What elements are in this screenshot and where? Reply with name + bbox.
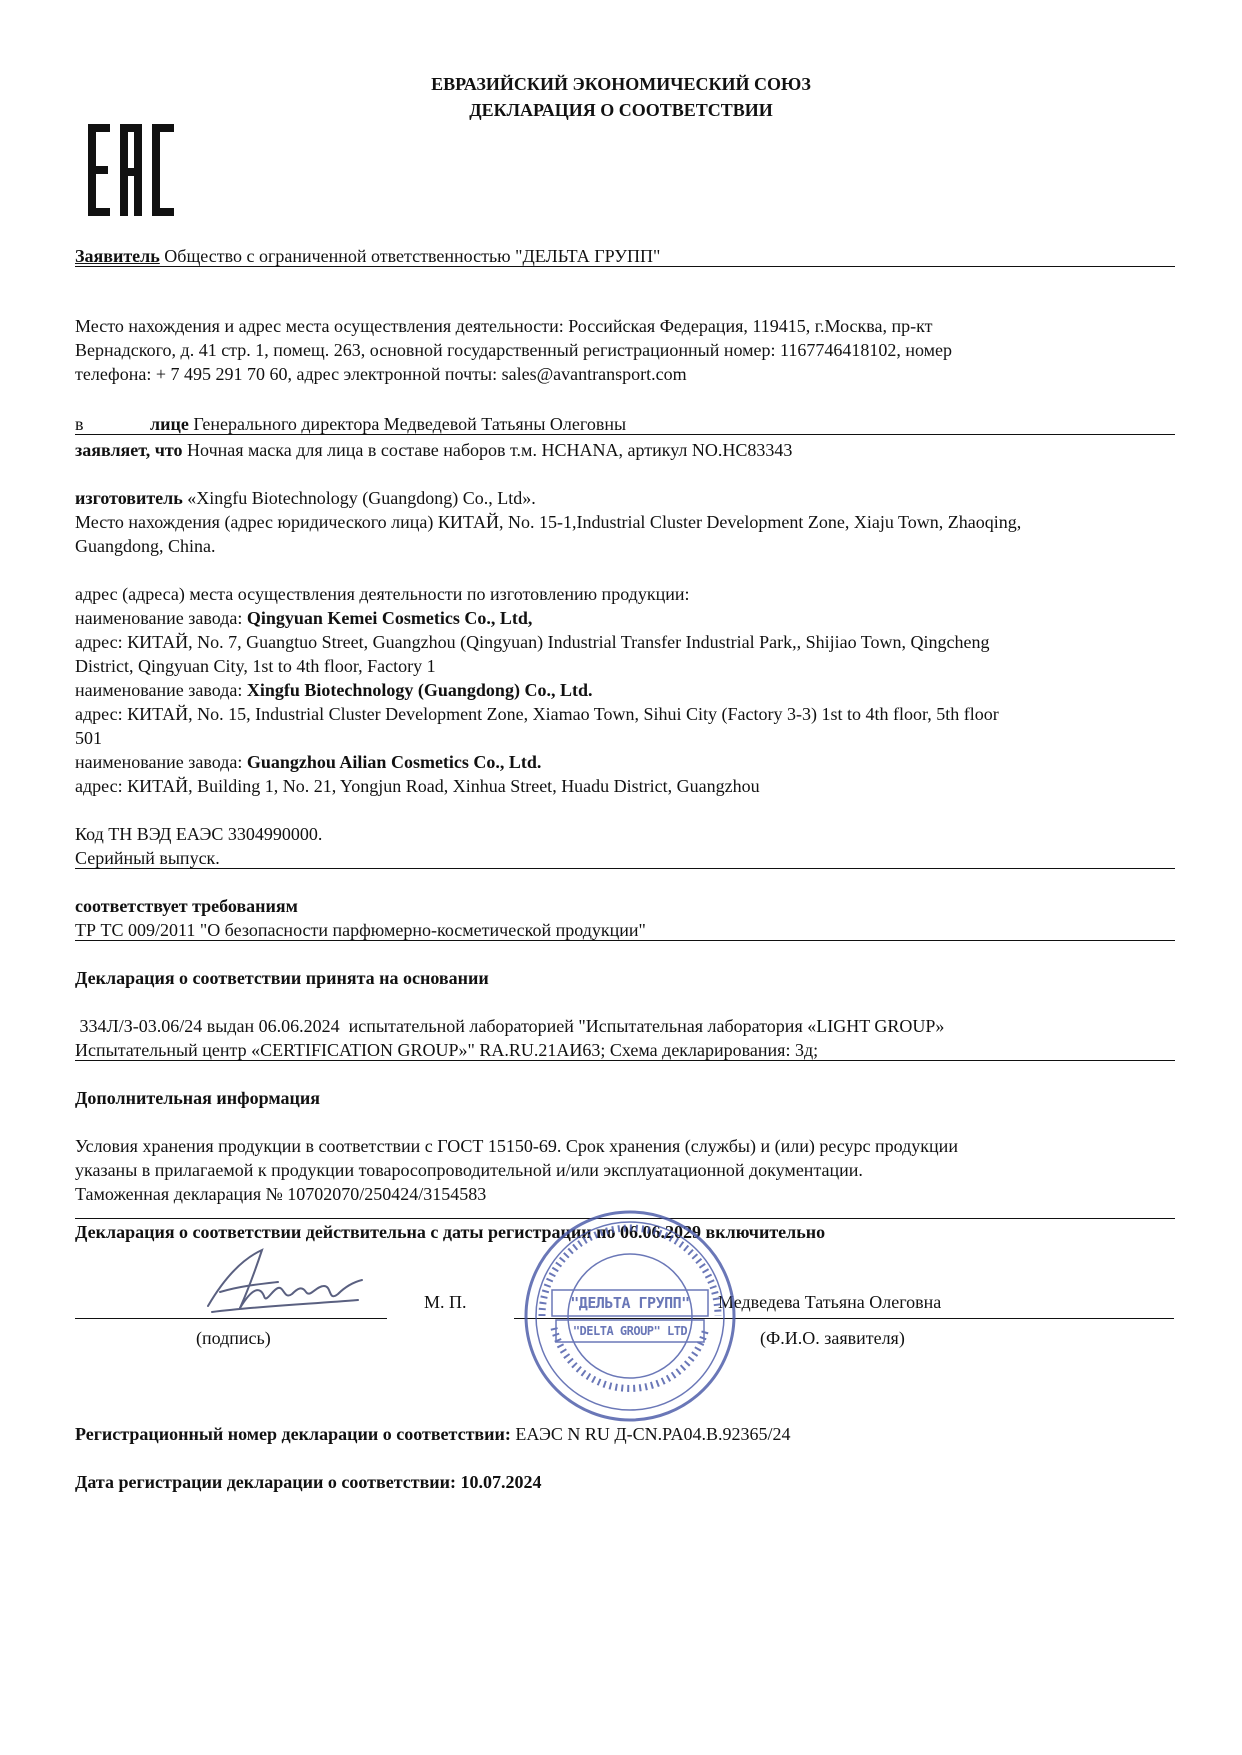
plant-label: наименование завода: (75, 752, 243, 772)
declares-line (75, 438, 1175, 462)
applicant-value: Общество с ограниченной ответственностью "ДЕЛЬТА ГРУПП" (164, 246, 661, 266)
document-title: ДЕКЛАРАЦИЯ О СООТВЕТСТВИИ (469, 100, 773, 120)
address-label: адрес: (75, 776, 123, 796)
additional-line-3: Таможенная декларация № 10702070/250424/3154583 (75, 1184, 487, 1204)
additional-label: Дополнительная информация (75, 1088, 320, 1108)
plant-2-address-text: КИТАЙ, No. 15, Industrial Cluster Development Zone, Xiamao Town, Sihui City (Factory 3-3) 1st to 4th floor, 5th floor (127, 704, 999, 724)
manufacturer-value: «Xingfu Biotechnology (Guangdong) Co., Ltd». (187, 488, 536, 508)
plant-1-address-line-2: District, Qingyuan City, 1st to 4th floor, Factory 1 (75, 656, 436, 676)
handwritten-signature (200, 1246, 370, 1318)
validity-text: Декларация о соответствии действительна с даты регистрации по 06.06.2029 включительно (75, 1222, 826, 1242)
plant-2-name: Xingfu Biotechnology (Guangdong) Co., Ltd. (246, 680, 593, 700)
manufacturer-line (75, 486, 1175, 510)
additional-line-1: Условия хранения продукции в соответствии с ГОСТ 15150-69. Срок хранения (службы) и (или) ресурс продукции (75, 1136, 958, 1156)
hs-code: Код ТН ВЭД ЕАЭС 3304990000. (75, 824, 323, 844)
signature-line (75, 1318, 387, 1319)
representative-label: лице (150, 414, 189, 434)
company-stamp (522, 1208, 738, 1424)
registration-number-label: Регистрационный номер декларации о соответствии: (75, 1424, 511, 1444)
address-label: адрес: (75, 704, 123, 724)
plant-1-name: Qingyuan Kemei Cosmetics Co., Ltd, (246, 608, 533, 628)
applicant-label: Заявитель (75, 246, 160, 266)
stamp-name-ru: "ДЕЛЬТА ГРУПП" (570, 1294, 690, 1312)
applicant-address-line-3: телефона: + 7 495 291 70 60, адрес электронной почты: sales@avantransport.com (75, 364, 687, 384)
manufacturer-address-line-1: Место нахождения (адрес юридического лица) КИТАЙ, No. 15-1,Industrial Cluster Development Zone, Xiaju Town, Zhaoqing, (75, 512, 1022, 532)
applicant-address-line-1: Место нахождения и адрес места осуществления деятельности: Российская Федерация, 119415, г.Москва, пр-кт (75, 316, 933, 336)
divider (75, 434, 1175, 435)
representative-prefix: в (75, 414, 84, 434)
signature-caption: (подпись) (196, 1328, 271, 1348)
representative-line (150, 412, 1170, 436)
union-title: ЕВРАЗИЙСКИЙ ЭКОНОМИЧЕСКИЙ СОЮЗ (431, 74, 811, 94)
divider (75, 1060, 1175, 1061)
release-type: Серийный выпуск. (75, 848, 220, 868)
registration-date-line (75, 1470, 1175, 1494)
declares-label: заявляет, что (75, 440, 183, 460)
declares-value: Ночная маска для лица в составе наборов т.м. HCHANA, артикул NO.HC83343 (187, 440, 793, 460)
registration-date-label: Дата регистрации декларации о соответствии: (75, 1472, 457, 1492)
plant-3-name: Guangzhou Ailian Cosmetics Co., Ltd. (246, 752, 542, 772)
additional-line-2: указаны в прилагаемой к продукции товаросопроводительной и/или эксплуатационной документации. (75, 1160, 863, 1180)
plant-1-address-line-1 (75, 630, 1175, 654)
basis-label: Декларация о соответствии принята на основании (75, 968, 489, 988)
divider (75, 266, 1175, 267)
registration-date-value: 10.07.2024 (460, 1472, 542, 1492)
signer-name: Медведева Татьяна Олеговна (718, 1292, 942, 1312)
applicant-line (75, 244, 1175, 268)
registration-number-line (75, 1422, 1175, 1446)
plant-1-name-line (75, 606, 1175, 630)
stamp-name-en: "DELTA GROUP" LTD (572, 1324, 688, 1338)
basis-line-1: 334Л/З-03.06/24 выдан 06.06.2024 испытательной лабораторией "Испытательная лаборатория «LIGHT GROUP» (75, 1016, 945, 1036)
plant-3-name-line (75, 750, 1175, 774)
eac-logo (88, 124, 174, 216)
plant-2-address-line-2: 501 (75, 728, 102, 748)
plant-1-address-text: КИТАЙ, No. 7, Guangtuo Street, Guangzhou (Qingyuan) Industrial Transfer Industrial Park,, Shijiao Town, Qingcheng (127, 632, 990, 652)
plant-3-address-text: КИТАЙ, Building 1, No. 21, Yongjun Road, Xinhua Street, Huadu District, Guangzhou (127, 776, 760, 796)
basis-line-2: Испытательный центр «CERTIFICATION GROUP»" RA.RU.21АИ63; Схема декларирования: 3д; (75, 1040, 819, 1060)
name-caption: (Ф.И.О. заявителя) (760, 1328, 905, 1348)
requirements-value: ТР ТС 009/2011 "О безопасности парфюмерно-косметической продукции" (75, 920, 646, 940)
plant-2-address-line-1 (75, 702, 1175, 726)
plant-2-name-line (75, 678, 1175, 702)
manufacturer-label: изготовитель (75, 488, 183, 508)
manufacturer-address-line-2: Guangdong, China. (75, 536, 216, 556)
registration-number-value: ЕАЭС N RU Д-CN.PA04.B.92365/24 (515, 1424, 791, 1444)
applicant-address-line-2: Вернадского, д. 41 стр. 1, помещ. 263, основной государственный регистрационный номер: 1167746418102, номер (75, 340, 953, 360)
production-intro: адрес (адреса) места осуществления деятельности по изготовлению продукции: (75, 584, 690, 604)
representative-value: Генерального директора Медведевой Татьяны Олеговны (193, 414, 627, 434)
plant-label: наименование завода: (75, 680, 243, 700)
stamp-place-mark: М. П. (424, 1292, 467, 1312)
plant-3-address-line-1 (75, 774, 1175, 798)
divider (75, 868, 1175, 869)
divider (75, 940, 1175, 941)
address-label: адрес: (75, 632, 123, 652)
requirements-label: соответствует требованиям (75, 896, 298, 916)
plant-label: наименование завода: (75, 608, 243, 628)
